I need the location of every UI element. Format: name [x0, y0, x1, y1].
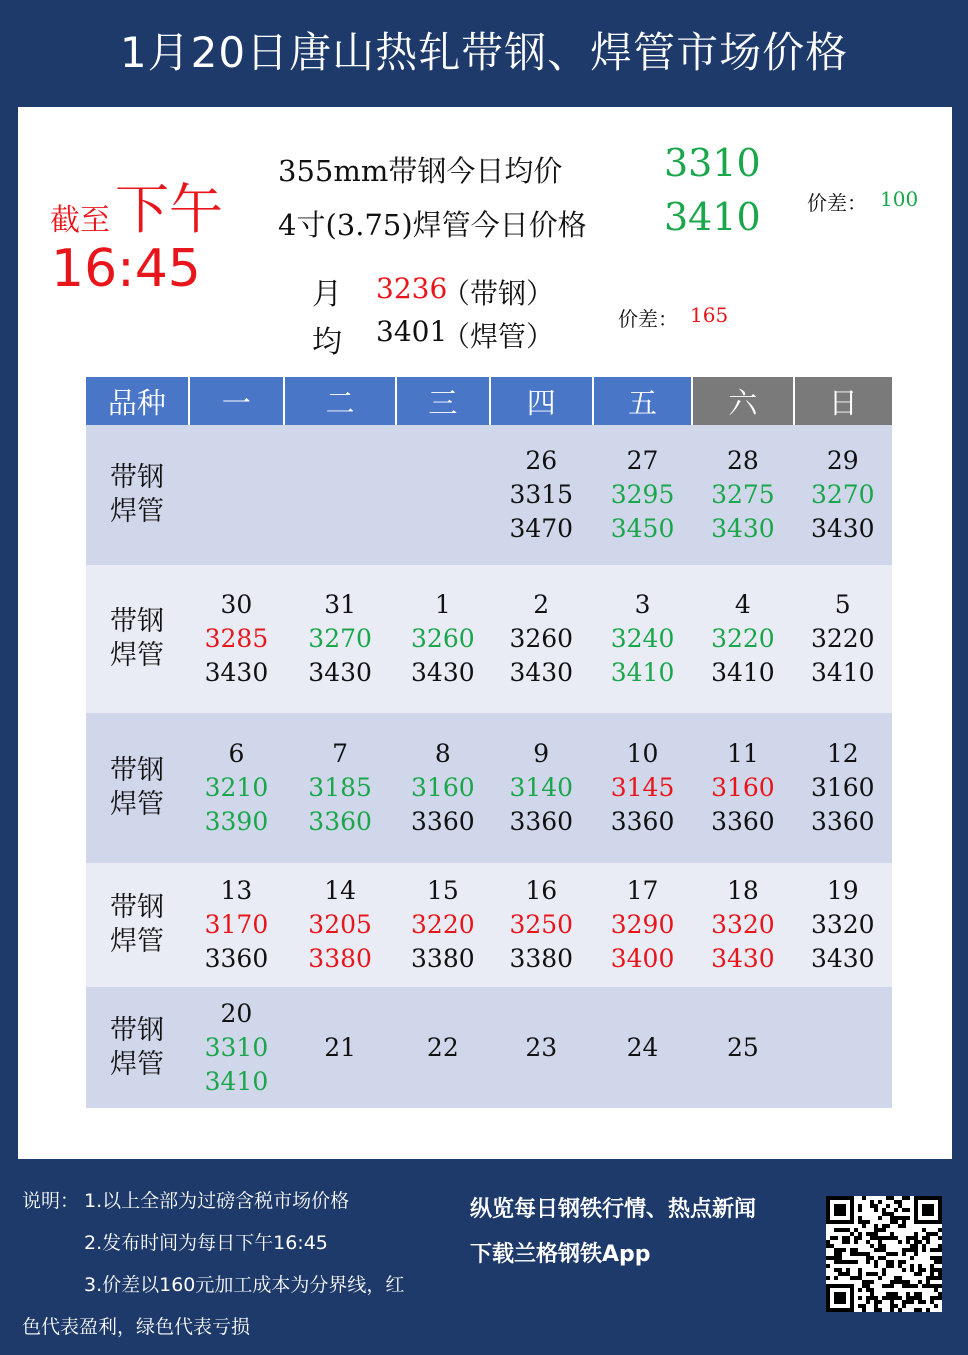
strip-price: 3220	[810, 624, 875, 653]
day-cell	[692, 987, 793, 1108]
pipe-price: 3360	[204, 944, 269, 973]
day-cell	[189, 425, 285, 565]
header-mon: 一	[189, 377, 285, 425]
strip-price: 3285	[204, 624, 269, 653]
pipe-price: 3410	[610, 658, 675, 687]
row-label	[86, 863, 189, 987]
day-number: 13	[220, 876, 253, 905]
row-label-pipe: 焊管	[110, 926, 164, 957]
day-number: 3	[634, 590, 651, 619]
header-variety: 品种	[86, 377, 189, 425]
month-pipe-value: 3401	[376, 315, 448, 348]
pipe-price: 3360	[509, 807, 574, 836]
day-cell	[794, 863, 892, 987]
day-cell	[396, 425, 490, 565]
day-number: 22	[426, 1032, 459, 1062]
day-number: 4	[734, 590, 751, 619]
day-cell	[490, 425, 593, 565]
pipe-price: 3430	[308, 658, 372, 687]
strip-price: 3205	[308, 910, 372, 939]
day-cell	[593, 863, 692, 987]
pipe-price: 3390	[204, 807, 269, 836]
table-row	[86, 863, 892, 987]
day-cell	[593, 565, 692, 713]
day-cell	[490, 987, 593, 1108]
strip-price: 3295	[610, 480, 675, 509]
row-label-pipe: 焊管	[110, 789, 164, 820]
pipe-price: 3430	[810, 944, 875, 973]
table-row	[86, 987, 892, 1108]
row-label	[86, 713, 189, 863]
pipe-price: 3360	[810, 807, 875, 836]
price-calendar-table	[86, 377, 892, 1108]
pipe-price: 3380	[411, 944, 475, 973]
day-cell	[692, 713, 793, 863]
strip-price: 3310	[204, 1032, 269, 1062]
row-label	[86, 565, 189, 713]
day-number: 31	[324, 590, 357, 619]
day-cell	[593, 713, 692, 863]
qr-code-icon[interactable]	[826, 1196, 942, 1312]
strip-price: 3270	[308, 624, 372, 653]
day-cell	[189, 565, 285, 713]
month-strip-value: 3236	[376, 272, 448, 305]
day-number: 23	[525, 1032, 558, 1062]
pipe-price: 3380	[308, 944, 372, 973]
row-label-strip: 带钢	[110, 755, 164, 786]
month-char-1: 月	[312, 277, 342, 312]
pipe-price: 3360	[308, 807, 372, 836]
day-number: 2	[533, 590, 550, 619]
month-char-2: 均	[312, 325, 342, 360]
day-number: 9	[533, 739, 550, 768]
day-cell	[794, 565, 892, 713]
day-cell	[396, 565, 490, 713]
month-pipe-suffix: （焊管）	[442, 320, 555, 353]
day-cell	[189, 987, 285, 1108]
day-number: 20	[220, 998, 253, 1028]
day-cell	[794, 987, 892, 1108]
month-strip-suffix: （带钢）	[442, 277, 555, 310]
strip-price: 3240	[610, 624, 675, 653]
table-row	[86, 713, 892, 863]
pipe-price: 3430	[810, 514, 875, 543]
day-cell	[396, 987, 490, 1108]
day-cell	[284, 987, 396, 1108]
strip-price: 3260	[509, 624, 574, 653]
day-number: 5	[834, 590, 851, 619]
day-number: 25	[726, 1032, 759, 1062]
strip-price: 3210	[204, 773, 269, 802]
strip-avg-label: 355mm带钢今日均价	[278, 154, 563, 188]
strip-price: 3160	[411, 773, 475, 802]
strip-price: 3270	[810, 480, 875, 509]
note-3a: 3.价差以160元加工成本为分界线，红	[84, 1274, 405, 1296]
page-title: 1月20日唐山热轧带钢、焊管市场价格	[119, 28, 849, 77]
day-cell	[593, 987, 692, 1108]
strip-price: 3160	[711, 773, 775, 802]
day-number: 1	[434, 590, 451, 619]
header-fri: 五	[593, 377, 692, 425]
note-prefix: 说明：	[22, 1190, 80, 1212]
day-cell	[284, 713, 396, 863]
day-cell	[692, 863, 793, 987]
strip-avg-value: 3310	[664, 141, 761, 185]
strip-price: 3320	[810, 910, 875, 939]
day-cell	[284, 425, 396, 565]
day-cell	[593, 425, 692, 565]
pipe-price: 3430	[509, 658, 574, 687]
cutoff-big: 下午	[115, 178, 223, 241]
header-thu: 四	[490, 377, 593, 425]
month-diff-label: 价差：	[618, 307, 678, 331]
day-cell	[692, 425, 793, 565]
pipe-price: 3430	[411, 658, 475, 687]
day-number: 7	[332, 739, 349, 768]
day-number: 29	[826, 446, 859, 475]
diff-value: 100	[880, 187, 919, 211]
table-row	[86, 565, 892, 713]
day-cell	[284, 863, 396, 987]
day-number: 6	[228, 739, 245, 768]
day-cell	[490, 713, 593, 863]
cutoff-prefix: 截至	[50, 203, 110, 238]
day-cell	[490, 863, 593, 987]
day-number: 14	[324, 876, 357, 905]
row-label	[86, 987, 189, 1108]
strip-price: 3220	[711, 624, 775, 653]
strip-price: 3170	[204, 910, 269, 939]
strip-price: 3220	[411, 910, 475, 939]
pipe-price: 3430	[711, 944, 775, 973]
row-label-pipe: 焊管	[110, 1048, 164, 1080]
day-number: 16	[525, 876, 558, 905]
month-diff-value: 165	[690, 303, 729, 327]
note-2: 2.发布时间为每日下午16:45	[84, 1232, 328, 1254]
day-cell	[396, 863, 490, 987]
header-wed: 三	[396, 377, 490, 425]
header-tue: 二	[284, 377, 396, 425]
day-number: 15	[426, 876, 459, 905]
day-number: 27	[626, 446, 659, 475]
table-row	[86, 425, 892, 565]
pipe-price: 3430	[711, 514, 775, 543]
cutoff-time: 16:45	[51, 239, 201, 299]
header-sun: 日	[794, 377, 892, 425]
pipe-price: 3380	[509, 944, 574, 973]
day-cell	[794, 713, 892, 863]
pipe-price-label: 4寸(3.75)焊管今日价格	[278, 208, 587, 242]
day-cell	[284, 565, 396, 713]
day-number: 10	[626, 739, 659, 768]
day-number: 21	[324, 1032, 357, 1062]
day-number: 30	[220, 590, 253, 619]
strip-price: 3145	[610, 773, 675, 802]
day-number: 26	[525, 446, 558, 475]
day-number: 18	[726, 876, 759, 905]
row-label-pipe: 焊管	[110, 496, 164, 527]
diff-label: 价差：	[807, 191, 867, 215]
table-header-row	[86, 377, 892, 425]
pipe-price-value: 3410	[664, 195, 761, 239]
row-label-strip: 带钢	[110, 1014, 164, 1046]
day-cell	[794, 425, 892, 565]
pipe-price: 3400	[610, 944, 675, 973]
day-number: 8	[434, 739, 451, 768]
note-1: 1.以上全部为过磅含税市场价格	[84, 1190, 350, 1212]
day-number: 12	[826, 739, 859, 768]
pipe-price: 3410	[810, 658, 875, 687]
content-card	[18, 107, 952, 1159]
day-number: 28	[726, 446, 759, 475]
strip-price: 3260	[411, 624, 475, 653]
day-cell	[189, 863, 285, 987]
promo-line-2: 下载兰格钢铁App	[470, 1242, 651, 1267]
pipe-price: 3450	[610, 514, 675, 543]
promo-line-1: 纵览每日钢铁行情、热点新闻	[470, 1197, 757, 1222]
strip-price: 3275	[711, 480, 775, 509]
day-cell	[692, 565, 793, 713]
day-number: 17	[626, 876, 659, 905]
row-label	[86, 425, 189, 565]
strip-price: 3315	[509, 480, 574, 509]
strip-price: 3320	[711, 910, 775, 939]
pipe-price: 3410	[711, 658, 775, 687]
day-cell	[396, 713, 490, 863]
strip-price: 3140	[509, 773, 574, 802]
row-label-strip: 带钢	[110, 606, 164, 637]
row-label-pipe: 焊管	[110, 640, 164, 671]
day-number: 11	[726, 739, 759, 768]
strip-price: 3185	[308, 773, 372, 802]
strip-price: 3250	[509, 910, 574, 939]
pipe-price: 3360	[711, 807, 775, 836]
strip-price: 3290	[610, 910, 675, 939]
pipe-price: 3360	[411, 807, 475, 836]
day-cell	[490, 565, 593, 713]
day-cell	[189, 713, 285, 863]
header-sat: 六	[692, 377, 793, 425]
day-number: 19	[826, 876, 859, 905]
pipe-price: 3430	[204, 658, 269, 687]
strip-price: 3160	[810, 773, 875, 802]
pipe-price: 3410	[204, 1066, 269, 1096]
note-3b: 色代表盈利，绿色代表亏损	[22, 1316, 251, 1338]
row-label-strip: 带钢	[110, 462, 164, 493]
pipe-price: 3360	[610, 807, 675, 836]
day-number: 24	[626, 1032, 659, 1062]
row-label-strip: 带钢	[110, 892, 164, 923]
pipe-price: 3470	[509, 514, 574, 543]
